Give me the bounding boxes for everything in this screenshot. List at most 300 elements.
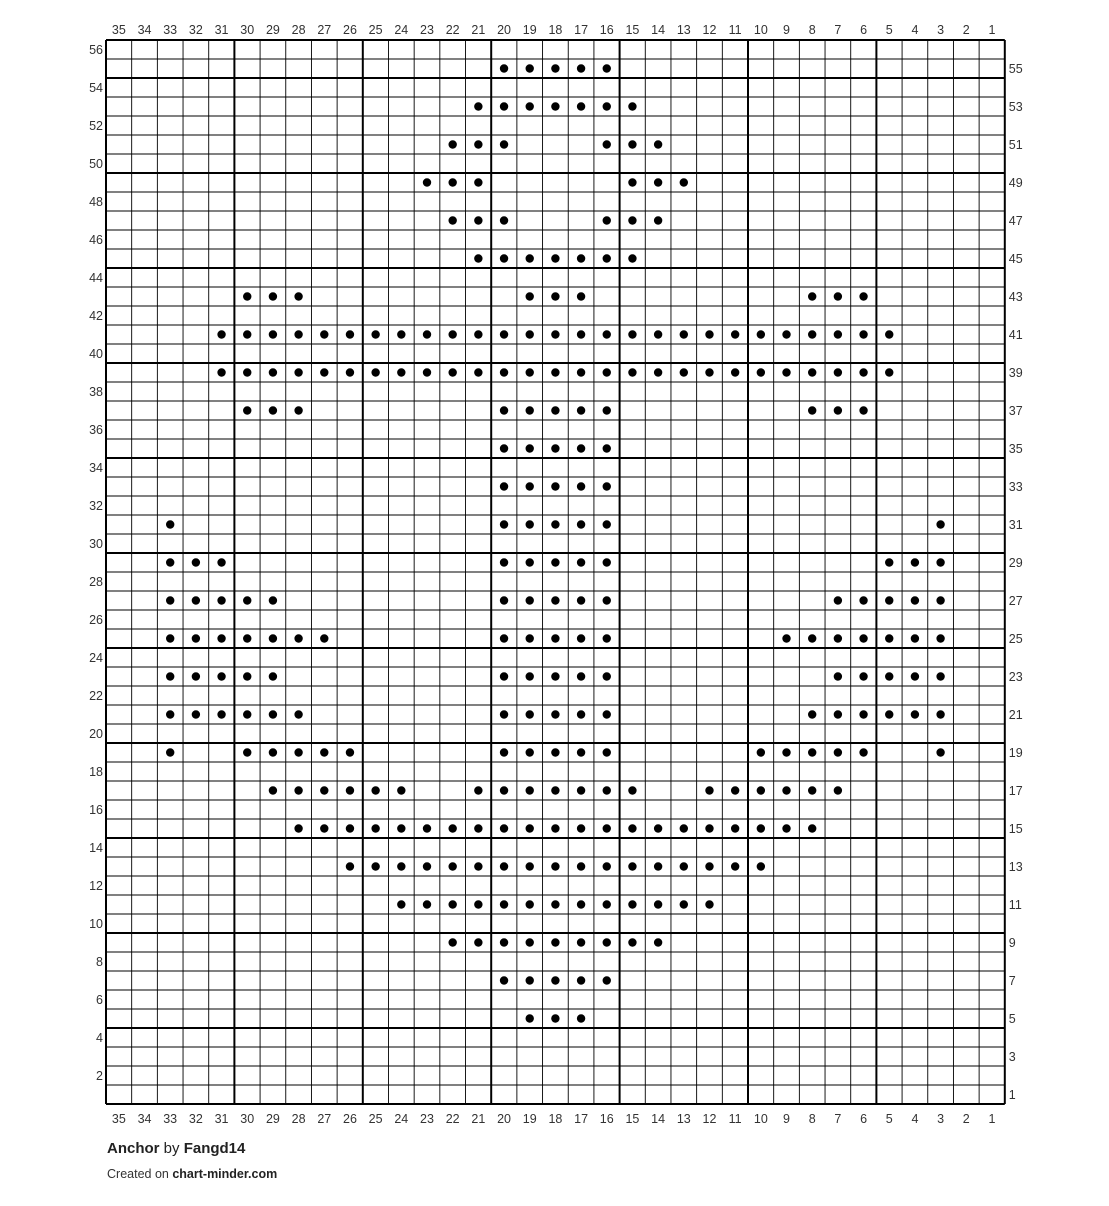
stitch-dot	[320, 786, 328, 794]
stitch-dot	[526, 710, 534, 718]
stitch-dot	[577, 482, 585, 490]
stitch-dot	[500, 862, 508, 870]
column-number: 22	[445, 23, 460, 37]
column-number: 34	[137, 1112, 152, 1126]
column-number: 16	[599, 23, 614, 37]
column-number: 7	[834, 23, 842, 37]
stitch-dot	[500, 140, 508, 148]
row-number: 15	[1008, 822, 1023, 836]
stitch-dot	[371, 330, 379, 338]
stitch-dot	[269, 748, 277, 756]
pattern-author: Fangd14	[183, 1140, 246, 1157]
column-number: 21	[471, 23, 486, 37]
stitch-dot	[320, 368, 328, 376]
row-number: 44	[89, 271, 103, 285]
stitch-dot	[911, 558, 919, 566]
stitch-dot	[217, 710, 225, 718]
column-number: 29	[265, 1112, 280, 1126]
stitch-dot	[628, 178, 636, 186]
row-number: 53	[1008, 100, 1023, 114]
stitch-dot	[294, 406, 302, 414]
stitch-dot	[577, 938, 585, 946]
column-number: 19	[522, 1112, 537, 1126]
row-number: 54	[89, 81, 103, 95]
stitch-dot	[834, 710, 842, 718]
stitch-dot	[526, 558, 534, 566]
stitch-dot	[320, 824, 328, 832]
stitch-dot	[500, 482, 508, 490]
row-number: 19	[1008, 746, 1023, 760]
stitch-dot	[731, 824, 739, 832]
row-number: 36	[89, 423, 103, 437]
stitch-dot	[500, 672, 508, 680]
stitch-dot	[294, 368, 302, 376]
stitch-dot	[371, 786, 379, 794]
stitch-dot	[731, 330, 739, 338]
row-number: 38	[89, 385, 103, 399]
stitch-dot	[603, 482, 611, 490]
stitch-dot	[577, 748, 585, 756]
stitch-dot	[577, 102, 585, 110]
stitch-dot	[834, 330, 842, 338]
stitch-dot	[269, 292, 277, 300]
stitch-dot	[217, 596, 225, 604]
stitch-dot	[680, 368, 688, 376]
stitch-dot	[243, 292, 251, 300]
stitch-dot	[551, 596, 559, 604]
stitch-dot	[808, 710, 816, 718]
stitch-dot	[500, 254, 508, 262]
column-number: 27	[317, 23, 332, 37]
stitch-dot	[243, 748, 251, 756]
stitch-dot	[577, 710, 585, 718]
column-number: 7	[834, 1112, 842, 1126]
row-number: 41	[1008, 328, 1023, 342]
stitch-dot	[577, 520, 585, 528]
column-number: 25	[368, 23, 383, 37]
stitch-dot	[654, 938, 662, 946]
row-number: 21	[1008, 708, 1023, 722]
stitch-dot	[654, 140, 662, 148]
stitch-dot	[603, 558, 611, 566]
row-number: 45	[1008, 252, 1023, 266]
column-number: 31	[214, 1112, 229, 1126]
stitch-dot	[526, 1014, 534, 1022]
stitch-dot	[680, 824, 688, 832]
stitch-dot	[885, 634, 893, 642]
row-number: 47	[1008, 214, 1023, 228]
row-numbers-left	[89, 43, 103, 1083]
column-number: 2	[962, 1112, 970, 1126]
column-number: 1	[988, 1112, 996, 1126]
row-number: 9	[1008, 936, 1016, 950]
stitch-dot	[603, 596, 611, 604]
column-number: 26	[343, 1112, 357, 1126]
column-number: 34	[137, 23, 152, 37]
stitch-dot	[448, 140, 456, 148]
stitch-dot	[346, 368, 354, 376]
row-number: 24	[89, 651, 103, 665]
stitch-dot	[526, 862, 534, 870]
stitch-dot	[526, 938, 534, 946]
stitch-dot	[885, 368, 893, 376]
stitch-dot	[936, 710, 944, 718]
stitch-dot	[603, 976, 611, 984]
stitch-dot	[705, 824, 713, 832]
stitch-dot	[859, 710, 867, 718]
stitch-dot	[936, 520, 944, 528]
stitch-dot	[526, 824, 534, 832]
stitch-dot	[577, 786, 585, 794]
row-number: 35	[1008, 442, 1023, 456]
stitch-dot	[705, 330, 713, 338]
column-number: 31	[214, 23, 229, 37]
row-number: 31	[1008, 518, 1023, 532]
row-number: 49	[1008, 176, 1023, 190]
row-number: 43	[1008, 290, 1023, 304]
stitch-dot	[628, 368, 636, 376]
stitch-dot	[603, 672, 611, 680]
column-number: 30	[240, 1112, 255, 1126]
stitch-dot	[423, 368, 431, 376]
stitch-dot	[603, 140, 611, 148]
stitch-dot	[166, 748, 174, 756]
stitch-dot	[243, 596, 251, 604]
stitch-dot	[500, 900, 508, 908]
row-number: 25	[1008, 632, 1023, 646]
stitch-dot	[603, 406, 611, 414]
column-number: 10	[753, 23, 768, 37]
stitch-dot	[654, 824, 662, 832]
column-number: 19	[522, 23, 537, 37]
column-number: 9	[783, 23, 790, 37]
stitch-dot	[654, 330, 662, 338]
stitch-dot	[448, 178, 456, 186]
stitch-dot	[474, 900, 482, 908]
stitch-dot	[397, 368, 405, 376]
stitch-dot	[500, 520, 508, 528]
stitch-dot	[294, 330, 302, 338]
stitch-dot	[911, 634, 919, 642]
column-number: 25	[368, 1112, 383, 1126]
stitch-dot	[757, 862, 765, 870]
stitch-dot	[166, 710, 174, 718]
created-on-text: Created on	[107, 1167, 169, 1181]
stitch-dot	[603, 938, 611, 946]
column-number: 5	[885, 23, 893, 37]
stitch-dot	[217, 634, 225, 642]
stitch-dot	[859, 596, 867, 604]
stitch-dot	[269, 330, 277, 338]
stitch-dot	[500, 748, 508, 756]
stitch-dot	[603, 824, 611, 832]
stitch-dot	[243, 634, 251, 642]
stitch-dot	[526, 292, 534, 300]
stitch-dot	[500, 216, 508, 224]
column-number: 33	[163, 1112, 178, 1126]
stitch-dot	[628, 330, 636, 338]
stitch-dot	[243, 330, 251, 338]
column-number: 4	[911, 1112, 919, 1126]
row-number: 27	[1008, 594, 1023, 608]
stitch-dot	[834, 368, 842, 376]
stitch-dot	[551, 1014, 559, 1022]
stitch-dot	[603, 64, 611, 72]
stitch-dot	[603, 102, 611, 110]
stitch-dot	[500, 558, 508, 566]
stitch-dot	[757, 748, 765, 756]
column-number: 11	[728, 23, 742, 37]
stitch-dot	[551, 406, 559, 414]
stitch-dot	[808, 368, 816, 376]
stitch-dot	[269, 672, 277, 680]
column-number: 4	[911, 23, 919, 37]
stitch-dot	[551, 444, 559, 452]
column-number: 3	[937, 23, 945, 37]
stitch-dot	[423, 862, 431, 870]
stitch-dot	[192, 596, 200, 604]
stitch-dot	[397, 824, 405, 832]
stitch-dot	[448, 900, 456, 908]
column-number: 18	[548, 1112, 563, 1126]
stitch-dot	[526, 406, 534, 414]
stitch-dot	[474, 140, 482, 148]
column-number: 32	[188, 23, 203, 37]
stitch-dot	[731, 368, 739, 376]
stitch-dot	[294, 786, 302, 794]
row-number: 13	[1008, 860, 1023, 874]
stitch-dot	[551, 254, 559, 262]
stitch-dot	[628, 254, 636, 262]
stitch-dot	[526, 64, 534, 72]
stitch-dot	[628, 216, 636, 224]
stitch-dot	[294, 634, 302, 642]
column-number: 10	[753, 1112, 768, 1126]
stitch-dot	[834, 748, 842, 756]
stitch-dot	[628, 862, 636, 870]
stitch-dot	[603, 748, 611, 756]
stitch-dot	[603, 254, 611, 262]
row-number: 55	[1008, 62, 1023, 76]
stitch-dot	[603, 862, 611, 870]
stitch-dot	[577, 444, 585, 452]
stitch-dot	[551, 672, 559, 680]
stitch-dot	[577, 976, 585, 984]
stitch-dot	[782, 330, 790, 338]
stitch-dot	[885, 672, 893, 680]
stitch-dot	[526, 634, 534, 642]
stitch-dot	[680, 330, 688, 338]
stitch-dot	[526, 368, 534, 376]
stitch-dot	[603, 786, 611, 794]
stitch-dot	[577, 634, 585, 642]
stitch-dot	[448, 862, 456, 870]
stitch-dot	[577, 824, 585, 832]
stitch-dot	[936, 634, 944, 642]
column-number: 1	[988, 23, 996, 37]
stitch-dot	[936, 558, 944, 566]
stitch-dot	[448, 938, 456, 946]
stitch-dot	[577, 672, 585, 680]
column-number: 12	[702, 1112, 717, 1126]
stitch-dot	[243, 368, 251, 376]
stitch-dot	[911, 596, 919, 604]
stitch-dot	[551, 824, 559, 832]
stitch-dot	[294, 748, 302, 756]
row-number: 2	[96, 1069, 103, 1083]
stitch-dot	[577, 900, 585, 908]
stitch-dot	[269, 786, 277, 794]
column-number: 5	[885, 1112, 893, 1126]
stitch-dot	[397, 900, 405, 908]
stitch-dot	[859, 406, 867, 414]
column-number: 35	[111, 23, 126, 37]
stitch-dot	[269, 634, 277, 642]
stitch-dot	[166, 672, 174, 680]
stitch-dot	[526, 786, 534, 794]
column-number: 13	[676, 23, 691, 37]
stitch-dot	[217, 368, 225, 376]
stitch-dot	[551, 900, 559, 908]
stitch-dot	[551, 292, 559, 300]
stitch-dot	[577, 1014, 585, 1022]
row-number: 50	[89, 157, 103, 171]
stitch-dot	[269, 406, 277, 414]
stitch-dot	[500, 368, 508, 376]
row-number: 7	[1008, 974, 1016, 988]
stitch-dot	[628, 786, 636, 794]
stitch-dot	[782, 824, 790, 832]
stitch-dot	[808, 824, 816, 832]
pattern-title: Anchor	[107, 1140, 160, 1157]
stitch-dot	[757, 368, 765, 376]
stitch-dot	[192, 710, 200, 718]
column-number: 15	[625, 1112, 640, 1126]
stitch-dot	[166, 520, 174, 528]
column-number: 14	[651, 1112, 666, 1126]
column-number: 6	[860, 1112, 868, 1126]
stitch-dot	[346, 786, 354, 794]
column-number: 17	[574, 23, 589, 37]
stitch-dot	[551, 558, 559, 566]
row-number: 20	[89, 727, 103, 741]
stitch-dot	[654, 216, 662, 224]
stitch-dot	[705, 900, 713, 908]
stitch-dot	[474, 102, 482, 110]
stitch-dot	[808, 786, 816, 794]
stitch-dot	[577, 406, 585, 414]
stitch-dot	[448, 824, 456, 832]
row-number: 18	[89, 765, 103, 779]
stitch-dot	[680, 178, 688, 186]
row-number: 12	[89, 879, 103, 893]
row-number: 37	[1008, 404, 1023, 418]
stitch-dot	[243, 710, 251, 718]
stitch-dot	[808, 748, 816, 756]
stitch-dot	[834, 292, 842, 300]
column-number: 33	[163, 23, 178, 37]
stitch-dot	[474, 786, 482, 794]
stitch-dot	[192, 634, 200, 642]
row-number: 10	[89, 917, 103, 931]
stitch-dot	[526, 596, 534, 604]
stitch-dot	[346, 748, 354, 756]
stitch-dot	[448, 216, 456, 224]
column-number: 32	[188, 1112, 203, 1126]
stitch-dot	[577, 64, 585, 72]
row-number: 16	[89, 803, 103, 817]
stitch-dot	[911, 672, 919, 680]
column-number: 23	[420, 23, 434, 37]
stitch-dot	[500, 102, 508, 110]
stitch-dot	[474, 938, 482, 946]
column-number: 28	[291, 23, 306, 37]
stitch-dot	[397, 862, 405, 870]
stitch-dot	[551, 64, 559, 72]
site-link[interactable]: chart-minder.com	[172, 1167, 278, 1181]
stitch-dot	[782, 748, 790, 756]
stitch-dot	[705, 786, 713, 794]
stitch-dot	[859, 672, 867, 680]
stitch-dot	[757, 786, 765, 794]
column-number: 2	[962, 23, 970, 37]
stitch-dot	[936, 672, 944, 680]
row-number: 14	[89, 841, 103, 855]
stitch-dot	[526, 748, 534, 756]
stitch-dot	[551, 976, 559, 984]
stitch-dot	[654, 368, 662, 376]
column-number: 30	[240, 23, 255, 37]
stitch-dot	[294, 710, 302, 718]
stitch-dot	[371, 368, 379, 376]
stitch-dot	[269, 596, 277, 604]
stitch-dot	[551, 634, 559, 642]
stitch-dot	[654, 900, 662, 908]
stitch-dot	[166, 558, 174, 566]
column-number: 20	[497, 1112, 511, 1126]
stitch-dot	[551, 710, 559, 718]
stitch-dot	[423, 330, 431, 338]
stitch-dot	[654, 178, 662, 186]
stitch-dot	[603, 634, 611, 642]
stitch-dot	[500, 634, 508, 642]
column-number: 8	[808, 1112, 816, 1126]
stitch-dot	[500, 786, 508, 794]
column-number: 27	[317, 1112, 332, 1126]
stitch-dot	[936, 596, 944, 604]
stitch-dot	[603, 330, 611, 338]
stitch-dot	[834, 786, 842, 794]
stitch-dot	[936, 748, 944, 756]
stitch-dot	[551, 368, 559, 376]
column-number: 8	[808, 23, 816, 37]
stitch-dot	[551, 102, 559, 110]
row-number: 17	[1008, 784, 1023, 798]
stitch-dot	[603, 710, 611, 718]
stitch-dot	[474, 254, 482, 262]
column-number: 15	[625, 23, 640, 37]
stitch-dot	[577, 254, 585, 262]
stitch-dot	[500, 596, 508, 604]
stitch-dot	[885, 558, 893, 566]
row-number: 30	[89, 537, 103, 551]
stitch-dot	[192, 672, 200, 680]
stitch-dot	[500, 824, 508, 832]
row-number: 28	[89, 575, 103, 589]
stitch-dot	[320, 748, 328, 756]
stitch-dot	[474, 368, 482, 376]
stitch-dot	[217, 330, 225, 338]
